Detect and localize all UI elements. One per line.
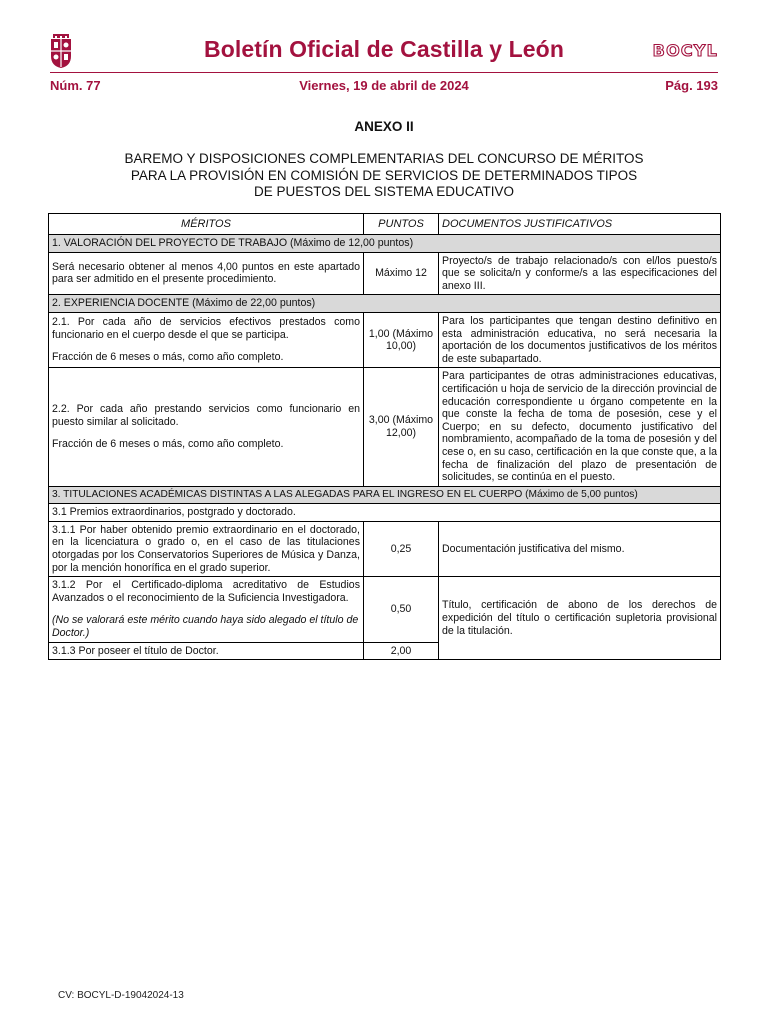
fraction-text: Fracción de 6 meses o más, como año completo. xyxy=(52,351,284,364)
subtitle-line: PARA LA PROVISIÓN EN COMISIÓN DE SERVICIOS DE DETERMINADOS TIPOS xyxy=(130,167,638,183)
subsection-3-1-title: 3.1 Premios extraordinarios, postgrado y doctorado. xyxy=(49,504,721,522)
table-row xyxy=(49,521,721,576)
merit-text: 3.1.2 Por el Certificado-diploma acreditativo de Estudios Avanzados o el reconocimiento de la Suficiencia Investigadora. xyxy=(52,579,360,604)
merit-text: 2.2. Por cada año prestando servicios como funcionario en puesto similar al solicitado. xyxy=(52,403,360,428)
subsection-row xyxy=(49,504,721,522)
merit-cell: 3.1.1 Por haber obtenido premio extraordinario en el doctorado, en la licenciatura o grado o, en el caso de las titulaciones otorgadas por los Conservatorios Superiores de Música y Danza, por la mención honorífica en el grado superior. xyxy=(49,521,364,576)
section-2-title: 2. EXPERIENCIA DOCENTE (Máximo de 22,00 puntos) xyxy=(49,295,721,313)
documents-cell: Documentación justificativa del mismo. xyxy=(439,521,721,576)
section-3-title: 3. TITULACIONES ACADÉMICAS DISTINTAS A LAS ALEGADAS PARA EL INGRESO EN EL CUERPO (Máximo de 5,00 puntos) xyxy=(49,486,721,504)
points-cell: 1,00 (Máximo 10,00) xyxy=(364,312,439,367)
points-cell: Máximo 12 xyxy=(364,252,439,295)
page-number: Pág. 193 xyxy=(665,78,718,93)
fraction-text: Fracción de 6 meses o más, como año completo. xyxy=(52,438,284,451)
header-points: PUNTOS xyxy=(364,214,439,235)
bulletin-title: Boletín Oficial de Castilla y León xyxy=(204,36,564,62)
subtitle-line: BAREMO Y DISPOSICIONES COMPLEMENTARIAS DEL CONCURSO DE MÉRITOS xyxy=(124,151,644,166)
merit-cell xyxy=(49,368,364,486)
header-documents: DOCUMENTOS JUSTIFICATIVOS xyxy=(439,214,721,235)
document-subtitle xyxy=(0,151,768,201)
table-row xyxy=(49,577,721,642)
table-row xyxy=(49,252,721,295)
table-row xyxy=(49,312,721,367)
merit-cell: Será necesario obtener al menos 4,00 puntos en este apartado para ser admitido en el presente procedimiento. xyxy=(49,252,364,295)
header-merits: MÉRITOS xyxy=(49,214,364,235)
table-header-row xyxy=(49,214,721,235)
points-cell: 0,25 xyxy=(364,521,439,576)
section-row xyxy=(49,235,721,253)
merit-note: (No se valorará este mérito cuando haya sido alegado el título de Doctor.) xyxy=(52,614,359,640)
annex-title: ANEXO II xyxy=(354,119,414,134)
bocyl-logo: BOCYL xyxy=(652,41,718,60)
issue-date: Viernes, 19 de abril de 2024 xyxy=(299,78,469,93)
documents-cell: Para los participantes que tengan destino definitivo en esta administración educativa, no será necesaria la aportación de los documentos justificativos de los méritos de este subapartado. xyxy=(439,312,721,367)
points-cell: 2,00 xyxy=(364,642,439,660)
merits-table xyxy=(48,213,721,660)
section-row xyxy=(49,486,721,504)
points-cell: 3,00 (Máximo 12,00) xyxy=(364,368,439,486)
points-cell: 0,50 xyxy=(364,577,439,642)
merit-cell: 3.1.3 Por poseer el título de Doctor. xyxy=(49,642,364,660)
table-row xyxy=(49,368,721,486)
documents-cell: Título, certificación de abono de los derechos de expedición del título o certificación supletoria provisional de la titulación. xyxy=(439,577,721,660)
merit-text: 2.1. Por cada año de servicios efectivos prestados como funcionario en el cuerpo desde el que se participa. xyxy=(52,316,360,341)
merit-cell xyxy=(49,312,364,367)
cv-code: CV: BOCYL-D-19042024-13 xyxy=(58,990,184,1001)
documents-cell: Para participantes de otras administraciones educativas, certificación u hoja de servicio de la dirección provincial de educación correspondiente u órgano competente en la que conste la fecha de toma de posesión, cese y el Cuerpo; en su defecto, documento justificativo del nombramiento, acompañado de la toma de posesión y del cese o, en su caso, certificación en la que conste que, a la fecha de finalización del plazo de presentación de solicitudes, se continúa en el puesto. xyxy=(439,368,721,486)
header-meta xyxy=(50,78,718,96)
issue-number: Núm. 77 xyxy=(50,78,101,93)
section-1-title: 1. VALORACIÓN DEL PROYECTO DE TRABAJO (Máximo de 12,00 puntos) xyxy=(49,235,721,253)
subtitle-line: DE PUESTOS DEL SISTEMA EDUCATIVO xyxy=(253,184,515,199)
header-divider xyxy=(50,72,718,73)
section-row xyxy=(49,295,721,313)
merit-cell xyxy=(49,577,364,642)
documents-cell: Proyecto/s de trabajo relacionado/s con el/los puesto/s que se solicita/n y conforme/s a las especificaciones del anexo III. xyxy=(439,252,721,295)
